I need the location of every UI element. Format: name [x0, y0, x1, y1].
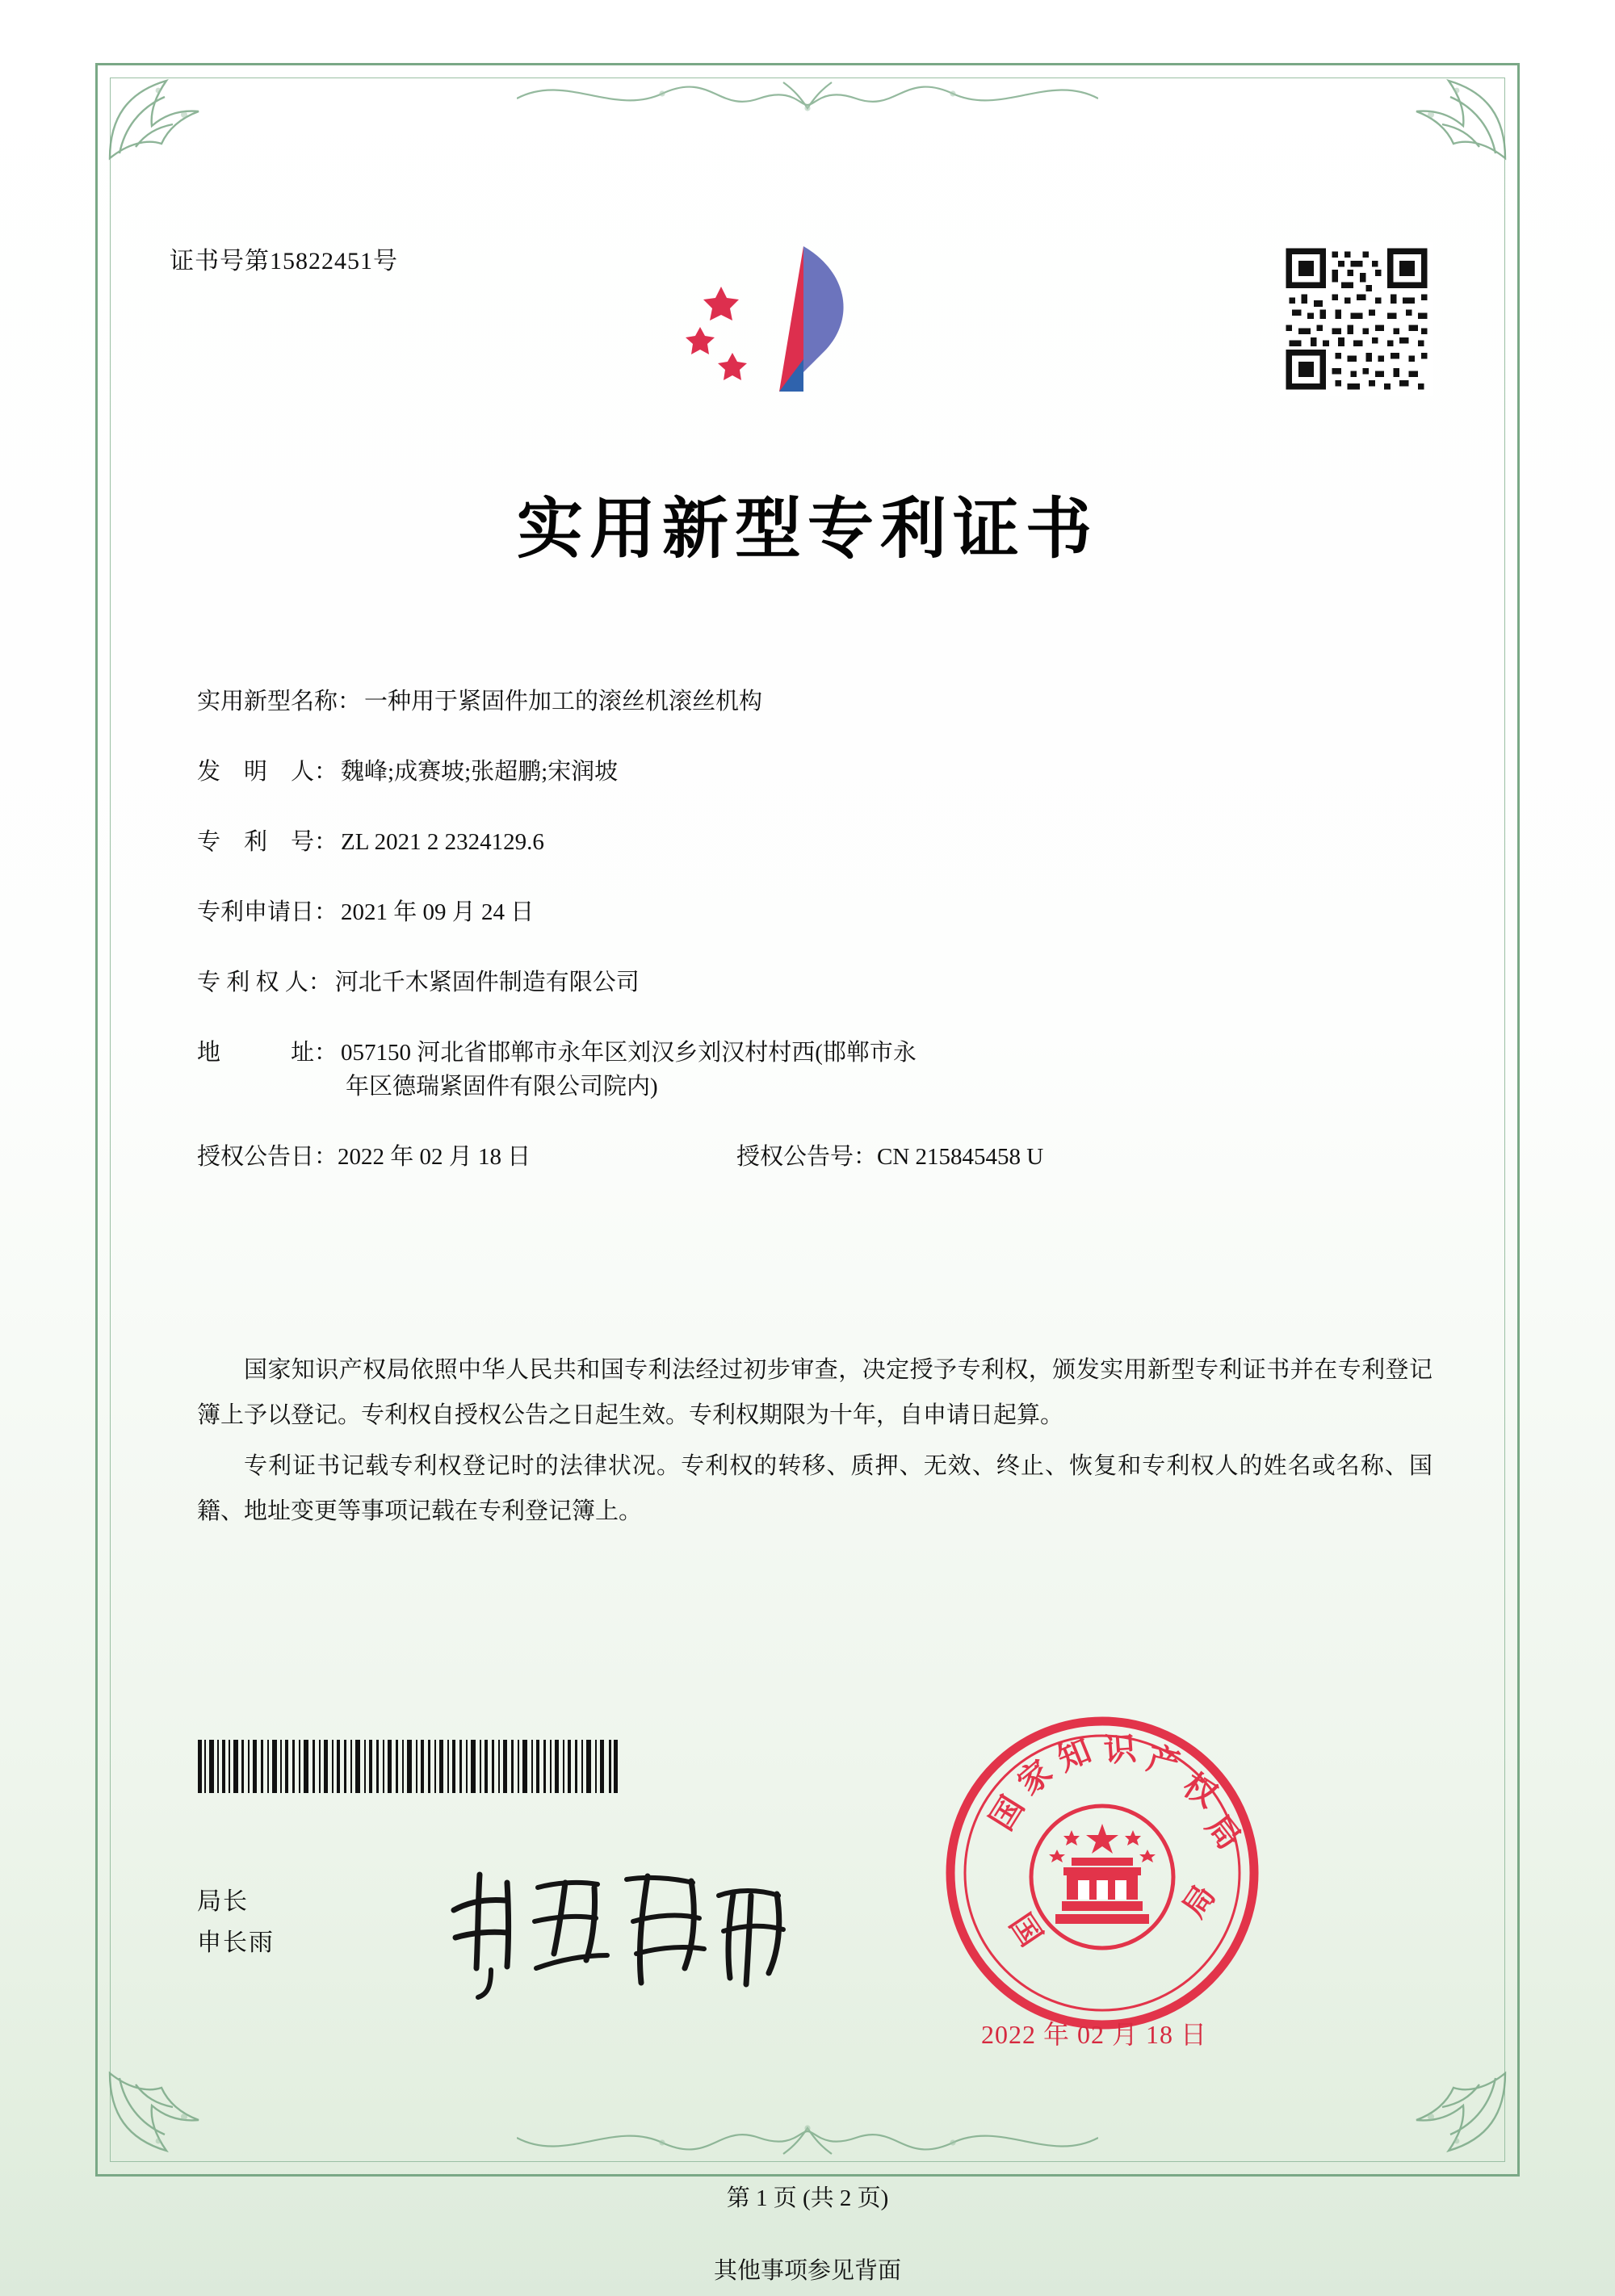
- field-value: 河北千木紧固件制造有限公司: [334, 970, 640, 996]
- field-label: 专 利 号：: [197, 829, 338, 856]
- grant-number-value: CN 215845458 U: [877, 1144, 1044, 1171]
- field-value: 2021 年 09 月 24 日: [341, 899, 535, 926]
- field-label: 地 址：: [197, 1040, 338, 1066]
- corner-ornament-icon: [1391, 69, 1512, 166]
- field-row-address: [197, 1036, 1424, 1104]
- field-label: 实用新型名称：: [197, 689, 362, 714]
- director-title-label: 局长: [197, 1888, 249, 1915]
- svg-text:国: 国: [1002, 1906, 1051, 1953]
- paragraph-2: 专利证书记载专利权登记时的法律状况。专利权的转移、质押、无效、终止、恢复和专利权人的姓名或名称、国籍、地址变更等事项记载在专利登记簿上。: [197, 1453, 1433, 1525]
- field-label: 发 明 人：: [197, 759, 338, 786]
- corner-ornament-icon: [103, 69, 224, 166]
- field-row-application-date: [197, 895, 1424, 929]
- svg-text:权: 权: [1176, 1765, 1224, 1816]
- page-number: 第 1 页 (共 2 页): [726, 2185, 889, 2211]
- svg-text:产: 产: [1143, 1739, 1184, 1784]
- official-seal-icon: [941, 1712, 1264, 2034]
- back-side-note: 其他事项参见背面: [713, 2258, 901, 2284]
- field-row-patentee: [197, 966, 1424, 999]
- qr-code-icon: [1280, 242, 1433, 396]
- fields-block: [197, 685, 1424, 1203]
- svg-text:知: 知: [1052, 1731, 1097, 1779]
- svg-text:局: 局: [1198, 1808, 1248, 1857]
- field-value: ZL 2021 2 2324129.6: [341, 829, 544, 856]
- field-row-patent-number: [197, 825, 1424, 859]
- barcode-icon: [198, 1740, 618, 1793]
- field-value: 057150 河北省邯郸市永年区刘汉乡刘汉村村西(邯郸市永: [341, 1040, 917, 1066]
- certificate-number: 证书号第15822451号: [170, 248, 398, 274]
- field-row-inventors: [197, 755, 1424, 789]
- grant-date-value: 2022 年 02 月 18 日: [338, 1144, 531, 1171]
- paragraph-1: 国家知识产权局依照中华人民共和国专利法经过初步审查，决定授予专利权，颁发实用新型专利证书并在专利登记簿上予以登记。专利权自授权公告之日起生效。专利权期限为十年，自申请日起算。: [197, 1357, 1433, 1428]
- handwritten-signature-icon: [436, 1847, 799, 2001]
- svg-text:识: 识: [1102, 1729, 1138, 1770]
- director-name-label: 申长雨: [197, 1929, 275, 1956]
- field-label: 专 利 权 人：: [197, 970, 332, 996]
- seal-date: 2022 年 02 月 18 日: [981, 2020, 1208, 2049]
- corner-ornament-icon: [1391, 2065, 1512, 2162]
- top-ornament-icon: [517, 66, 1098, 123]
- legal-text-block: [197, 1348, 1433, 1541]
- svg-text:家: 家: [1010, 1752, 1060, 1803]
- corner-ornament-icon: [103, 2065, 224, 2162]
- field-row-grant-announcement: [197, 1140, 1424, 1174]
- patent-office-logo-icon: [682, 238, 892, 412]
- grant-number-label: 授权公告号：: [736, 1144, 878, 1171]
- field-label: 专利申请日：: [197, 899, 338, 926]
- svg-text:局: 局: [1175, 1878, 1223, 1925]
- field-value: 一种用于紧固件加工的滚丝机滚丝机构: [364, 689, 763, 714]
- signature-labels: [197, 1881, 275, 1963]
- field-value-line2: 年区德瑞紧固件有限公司院内): [346, 1074, 658, 1100]
- field-value: 魏峰;成赛坡;张超鹏;宋润坡: [341, 759, 619, 786]
- page-title: 实用新型专利证书: [516, 490, 1098, 568]
- field-row-utility-model-name: [197, 685, 1424, 719]
- grant-date-label: 授权公告日：: [197, 1144, 338, 1171]
- bottom-ornament-icon: [517, 2114, 1098, 2170]
- svg-text:国: 国: [982, 1789, 1032, 1837]
